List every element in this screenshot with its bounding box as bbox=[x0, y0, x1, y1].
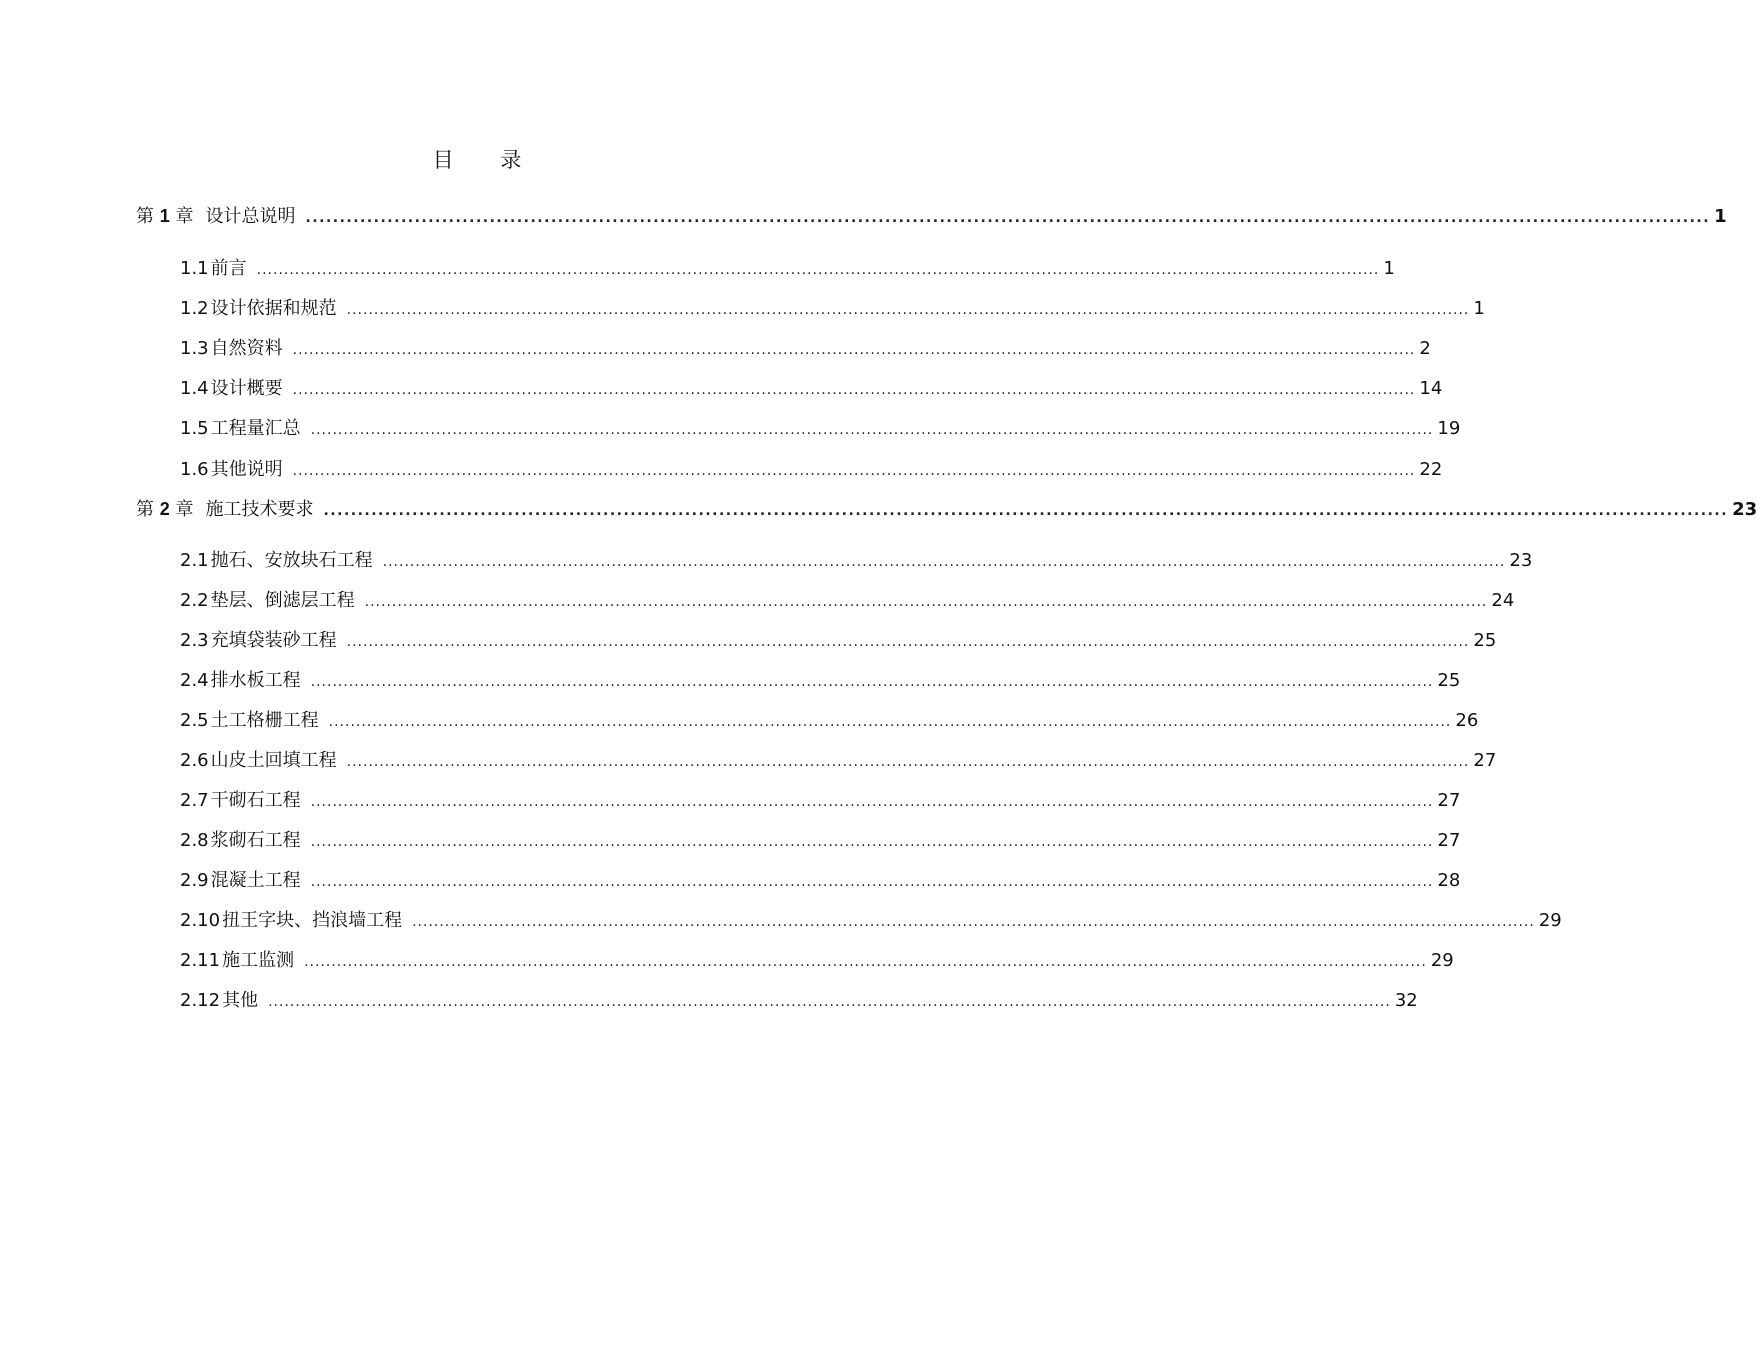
section-number: 2.6 bbox=[180, 750, 209, 771]
dot-leader: .............................................................................................................................................................................................................. bbox=[310, 874, 1434, 890]
toc-section-2-3[interactable] bbox=[180, 629, 1497, 655]
page-number: 27 bbox=[1437, 790, 1461, 811]
page-number: 2 bbox=[1419, 338, 1431, 359]
section-label: 前言 bbox=[210, 258, 247, 279]
page-number: 29 bbox=[1430, 950, 1454, 971]
chapter-label: 施工技术要求 bbox=[205, 499, 314, 520]
section-label: 排水板工程 bbox=[210, 670, 301, 691]
section-number: 2.12 bbox=[180, 990, 221, 1011]
toc-section-1-5[interactable] bbox=[180, 417, 1461, 443]
page-number: 1 bbox=[1714, 206, 1727, 227]
dot-leader: .............................................................................................................................................................................................................. bbox=[292, 382, 1416, 398]
section-label: 充填袋装砂工程 bbox=[210, 630, 337, 651]
section-number: 2.2 bbox=[180, 590, 209, 611]
section-number: 1.1 bbox=[180, 258, 209, 279]
section-number: 2.9 bbox=[180, 870, 209, 891]
toc-section-1-4[interactable] bbox=[180, 377, 1443, 403]
section-number: 2.10 bbox=[180, 910, 221, 931]
section-number: 1.4 bbox=[180, 378, 209, 399]
dot-leader: .............................................................................................................................................................................................................. bbox=[310, 674, 1434, 690]
dot-leader: .............................................................................................................................................................................................................. bbox=[256, 262, 1380, 278]
dot-leader: .............................................................................................................................................................................................................. bbox=[364, 594, 1488, 610]
toc-section-2-6[interactable] bbox=[180, 749, 1497, 775]
toc-section-1-3[interactable] bbox=[180, 337, 1431, 363]
toc-section-2-1[interactable] bbox=[180, 549, 1533, 575]
section-number: 1.2 bbox=[180, 298, 209, 319]
section-label: 浆砌石工程 bbox=[210, 830, 301, 851]
toc-section-2-5[interactable] bbox=[180, 709, 1479, 735]
section-label: 混凝土工程 bbox=[210, 870, 301, 891]
page-number: 26 bbox=[1455, 710, 1479, 731]
toc-section-2-12[interactable] bbox=[180, 989, 1418, 1015]
section-label: 干砌石工程 bbox=[210, 790, 301, 811]
section-number: 2.11 bbox=[180, 950, 221, 971]
chapter-number: 第 2 章 bbox=[136, 499, 194, 520]
toc-section-1-2[interactable] bbox=[180, 297, 1485, 323]
page-number: 25 bbox=[1437, 670, 1461, 691]
section-number: 2.5 bbox=[180, 710, 209, 731]
page-number: 28 bbox=[1437, 870, 1461, 891]
page-number: 1 bbox=[1473, 298, 1485, 319]
dot-leader: .............................................................................................................................................................................................................. bbox=[412, 914, 1535, 930]
page-number: 23 bbox=[1732, 499, 1757, 520]
dot-leader: .............................................................................................................................................................................................................. bbox=[292, 342, 1416, 358]
page-number: 25 bbox=[1473, 630, 1497, 651]
section-label: 扭王字块、挡浪墙工程 bbox=[222, 910, 403, 931]
page-number: 29 bbox=[1538, 910, 1562, 931]
chapter-label: 设计总说明 bbox=[205, 206, 296, 227]
page-number: 22 bbox=[1419, 459, 1443, 480]
section-label: 设计概要 bbox=[210, 378, 283, 399]
section-number: 2.4 bbox=[180, 670, 209, 691]
toc-section-2-4[interactable] bbox=[180, 669, 1461, 695]
toc-section-1-1[interactable] bbox=[180, 257, 1395, 283]
section-label: 设计依据和规范 bbox=[210, 298, 337, 319]
page-number: 27 bbox=[1437, 830, 1461, 851]
section-number: 2.1 bbox=[180, 550, 209, 571]
page-number: 27 bbox=[1473, 750, 1497, 771]
section-number: 2.3 bbox=[180, 630, 209, 651]
section-label: 土工格栅工程 bbox=[210, 710, 319, 731]
section-label: 工程量汇总 bbox=[210, 418, 301, 439]
section-number: 1.3 bbox=[180, 338, 209, 359]
toc-section-2-10[interactable] bbox=[180, 909, 1562, 935]
dot-leader: .............................................................................................................................................................................................................. bbox=[346, 754, 1470, 770]
page-number: 1 bbox=[1383, 258, 1395, 279]
dot-leader: .............................................................................................................................................................................................................. bbox=[310, 422, 1434, 438]
chapter-number: 第 1 章 bbox=[136, 206, 194, 227]
section-label: 垫层、倒滤层工程 bbox=[210, 590, 355, 611]
section-number: 2.7 bbox=[180, 790, 209, 811]
dot-leader: .............................................................................................................................................................................................................. bbox=[310, 834, 1434, 850]
dot-leader: .............................................................................................................................................................................................................. bbox=[382, 554, 1506, 570]
page-number: 14 bbox=[1419, 378, 1443, 399]
dot-leader: .............................................................................................................................................................................................................. bbox=[328, 714, 1452, 730]
dot-leader: .............................................................................................................................................................................................................. bbox=[304, 954, 1427, 970]
dot-leader: .............................................................................................................................................................................................................. bbox=[346, 634, 1470, 650]
section-number: 1.6 bbox=[180, 459, 209, 480]
dot-leader: .............................................................................................................................................................................................................. bbox=[346, 302, 1470, 318]
page-number: 23 bbox=[1509, 550, 1533, 571]
dot-leader: .............................................................................................................................................................................................................. bbox=[323, 503, 1729, 519]
section-label: 其他 bbox=[222, 990, 259, 1011]
section-label: 自然资料 bbox=[210, 338, 283, 359]
page-number: 19 bbox=[1437, 418, 1461, 439]
toc-section-2-7[interactable] bbox=[180, 789, 1461, 815]
page-number: 24 bbox=[1491, 590, 1515, 611]
section-number: 1.5 bbox=[180, 418, 209, 439]
toc-section-2-9[interactable] bbox=[180, 869, 1461, 895]
section-label: 施工监测 bbox=[222, 950, 295, 971]
toc-section-2-2[interactable] bbox=[180, 589, 1515, 615]
dot-leader: .............................................................................................................................................................................................................. bbox=[292, 463, 1416, 479]
section-label: 抛石、安放块石工程 bbox=[210, 550, 373, 571]
toc-chapter-1[interactable] bbox=[136, 204, 1727, 230]
page-number: 32 bbox=[1394, 990, 1418, 1011]
toc-chapter-2[interactable] bbox=[136, 497, 1757, 523]
section-number: 2.8 bbox=[180, 830, 209, 851]
section-label: 其他说明 bbox=[210, 459, 283, 480]
dot-leader: .............................................................................................................................................................................................................. bbox=[305, 210, 1711, 226]
dot-leader: .............................................................................................................................................................................................................. bbox=[268, 994, 1391, 1010]
page-title: 目 录 bbox=[432, 148, 542, 172]
toc-section-2-8[interactable] bbox=[180, 829, 1461, 855]
section-label: 山皮土回填工程 bbox=[210, 750, 337, 771]
toc-section-1-6[interactable] bbox=[180, 458, 1443, 484]
dot-leader: .............................................................................................................................................................................................................. bbox=[310, 794, 1434, 810]
toc-section-2-11[interactable] bbox=[180, 949, 1454, 975]
